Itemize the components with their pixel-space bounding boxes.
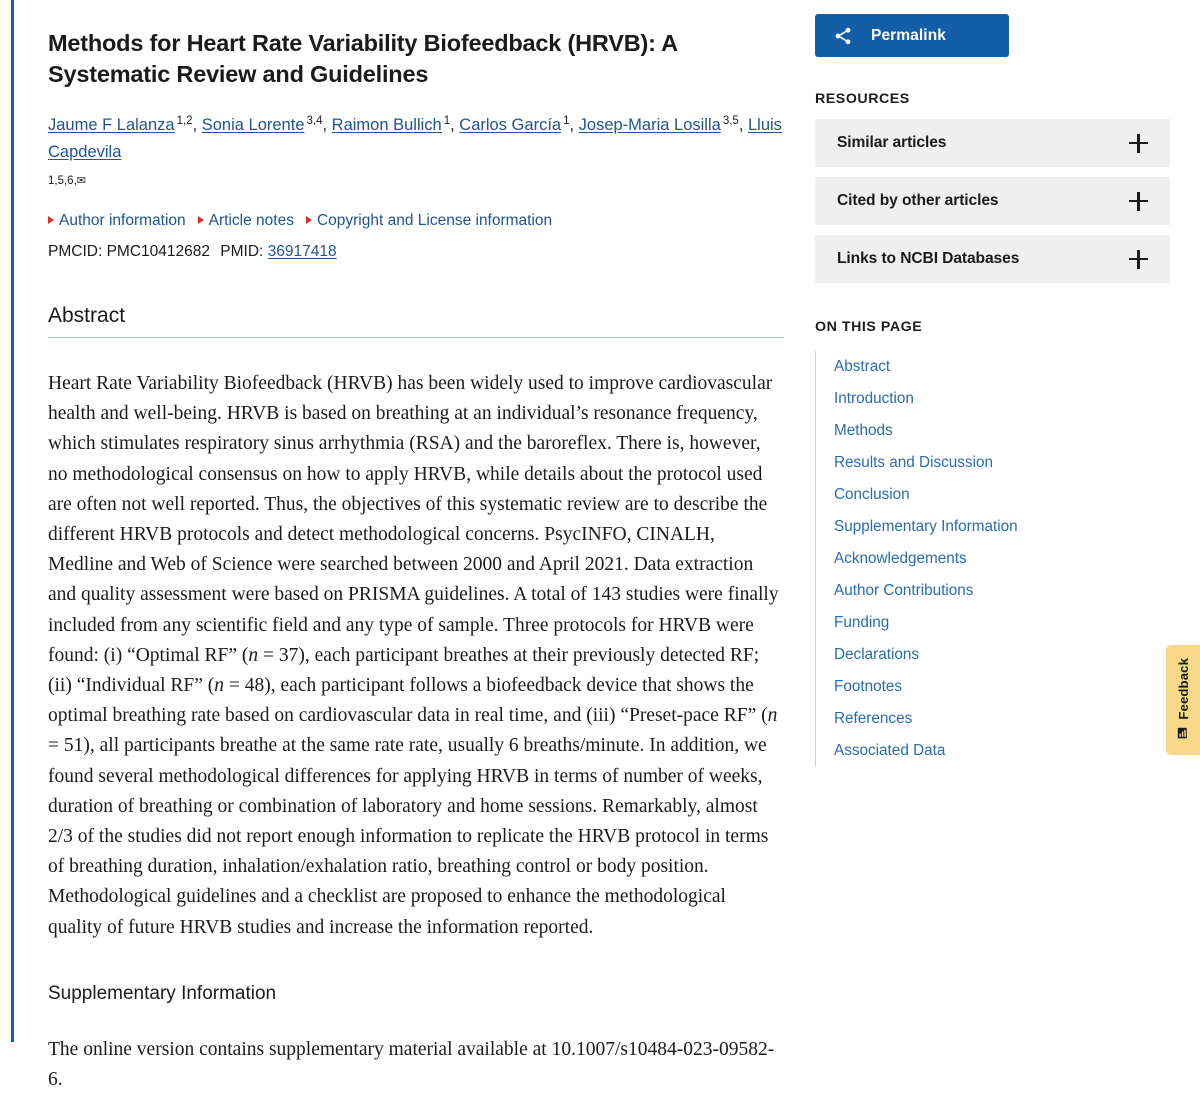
toc-item-introduction[interactable]: Introduction	[834, 390, 914, 407]
permalink-button[interactable]	[815, 14, 1009, 57]
feedback-tab[interactable]	[1166, 645, 1200, 755]
accordion-label: Cited by other articles	[837, 192, 999, 209]
author-link[interactable]: Sonia Lorente	[201, 116, 305, 134]
plus-icon	[1129, 192, 1148, 211]
meta-link-label[interactable]: Copyright and License information	[316, 212, 553, 229]
author-affiliation-sup: 1	[563, 114, 570, 127]
author-link[interactable]: Raimon Bullich	[331, 116, 442, 134]
author-link[interactable]: Josep-Maria Losilla	[578, 116, 721, 134]
toc-item-associated-data[interactable]: Associated Data	[834, 742, 946, 759]
pmid-link[interactable]: 36917418	[267, 243, 337, 260]
feedback-label: Feedback	[1175, 658, 1191, 720]
pmcid-value: PMC10412682	[106, 243, 210, 260]
author-affiliation-sup: 3,5	[722, 114, 739, 127]
plus-icon	[1129, 134, 1148, 153]
author-affiliation-sup: 3,4	[306, 114, 323, 127]
pmcid-label: PMCID:	[48, 243, 103, 260]
toc-item-footnotes[interactable]: Footnotes	[834, 678, 903, 695]
bar-chart-icon	[1177, 727, 1190, 742]
author-affiliation-sup: 1	[443, 114, 451, 127]
toc-item-references[interactable]: References	[834, 710, 913, 727]
accordion-item-links-to-ncbi-databases[interactable]	[815, 235, 1170, 283]
toc-item-supplementary-information[interactable]: Supplementary Information	[834, 518, 1018, 535]
toc-item-conclusion[interactable]: Conclusion	[834, 486, 910, 503]
envelope-icon[interactable]: ✉	[76, 175, 86, 187]
meta-link-label[interactable]: Author information	[59, 212, 186, 229]
accordion-label: Links to NCBI Databases	[837, 250, 1020, 267]
meta-link-author-information[interactable]	[48, 211, 186, 231]
abstract-paragraph: Heart Rate Variability Biofeedback (HRVB) has been widely used to improve cardiovascular health and well-being. HRVB is based on breathing at an individual’s resonance frequency, which stimulates respiratory sinus arrhythmia (RSA) and the baroreflex. There is, however, no methodological consensus on how to apply HRVB, while details about the protocol used are often not well reported. Thus, the objectives of this systematic review are to describe the different HRVB protocols and detect methodological concerns. PsycINFO, CINALH, Medline and Web of Science were searched between 2000 and April 2021. Data extraction and quality assessment were based on PRISMA guidelines. A total of 143 studies were finally included from any scientific field and any type of sample. Three protocols for HRVB were found: (i) “Optimal RF” (n = 37), each participant breathes at their previously detected RF; (ii) “Individual RF” (n = 48), each participant follows a biofeedback device that shows the optimal breathing rate based on cardiovascular data in real time, and (iii) “Preset-pace RF” (n = 51), all participants breathe at the same rate rate, usually 6 breaths/minute. In addition, we found several methodological differences for applying HRVB in terms of number of weeks, duration of breathing or combination of laboratory and home sessions. Remarkably, almost 2/3 of the studies did not report enough information to replicate the HRVB protocol in terms of breathing duration, inhalation/exhalation ratio, breathing control or body position. Methodological guidelines and a checklist are proposed to enhance the methodological quality of future HRVB studies and increase the information reported.	[48, 373, 779, 938]
triangle-right-icon	[306, 216, 312, 224]
article-identifiers	[48, 242, 784, 262]
toc-item-author-contributions[interactable]: Author Contributions	[834, 582, 974, 599]
author-entry	[459, 116, 569, 134]
triangle-right-icon	[48, 216, 54, 224]
toc-item-abstract[interactable]: Abstract	[834, 358, 891, 375]
page-title: Methods for Heart Rate Variability Biofeedback (HRVB): A Systematic Review and Guidelines	[48, 30, 678, 87]
author-link[interactable]: Carlos García	[459, 116, 562, 134]
meta-link-copyright[interactable]	[306, 211, 552, 231]
article-sidebar	[815, 0, 1170, 767]
article-main-column	[48, 0, 784, 1095]
toc-item-acknowledgements[interactable]: Acknowledgements	[834, 550, 967, 567]
accordion-item-similar-articles[interactable]	[815, 119, 1170, 167]
plus-icon	[1129, 250, 1148, 269]
permalink-button-label: Permalink	[871, 26, 946, 44]
on-this-page-nav	[815, 351, 1170, 767]
abstract-heading: Abstract	[48, 302, 784, 338]
supplementary-information-paragraph: The online version contains supplementary material available at 10.1007/s10484-023-09582-6.	[48, 1038, 775, 1091]
article-meta-links	[48, 211, 784, 231]
author-link[interactable]: Jaume F Lalanza	[48, 116, 175, 134]
share-icon	[815, 26, 871, 46]
pmid-label: PMID:	[220, 243, 264, 260]
supplementary-information-heading: Supplementary Information	[48, 982, 277, 1004]
author-entry	[579, 116, 739, 134]
on-this-page-title: ON THIS PAGE	[815, 319, 923, 335]
toc-item-funding[interactable]: Funding	[834, 614, 890, 631]
meta-link-article-notes[interactable]	[198, 211, 294, 231]
accordion-item-cited-by-other-articles[interactable]	[815, 177, 1170, 225]
meta-link-label[interactable]: Article notes	[208, 212, 294, 229]
author-affiliation-sup: 1,5,6,	[48, 175, 77, 187]
toc-item-methods[interactable]: Methods	[834, 422, 893, 439]
author-affiliation-sup: 1,2	[176, 114, 193, 127]
toc-item-results-and-discussion[interactable]: Results and Discussion	[834, 454, 993, 471]
triangle-right-icon	[198, 216, 204, 224]
resources-title: RESOURCES	[815, 91, 910, 107]
author-entry	[48, 116, 193, 134]
author-list: Jaume F Lalanza $^{1,2}$, Sonia Lorente $^{3,4}$, Raimon Bullich $^1$, Carlos García $^1$, Josep-Maria Losilla $^{3,5}$, Lluis Capdevila 1,5,6,✉	[48, 114, 782, 187]
author-link[interactable]: Lluis Capdevila	[48, 116, 782, 161]
author-entry	[332, 116, 450, 134]
resources-accordion	[815, 119, 1170, 283]
author-entry	[202, 116, 323, 134]
accordion-label: Similar articles	[837, 134, 947, 151]
toc-item-declarations[interactable]: Declarations	[834, 646, 920, 663]
